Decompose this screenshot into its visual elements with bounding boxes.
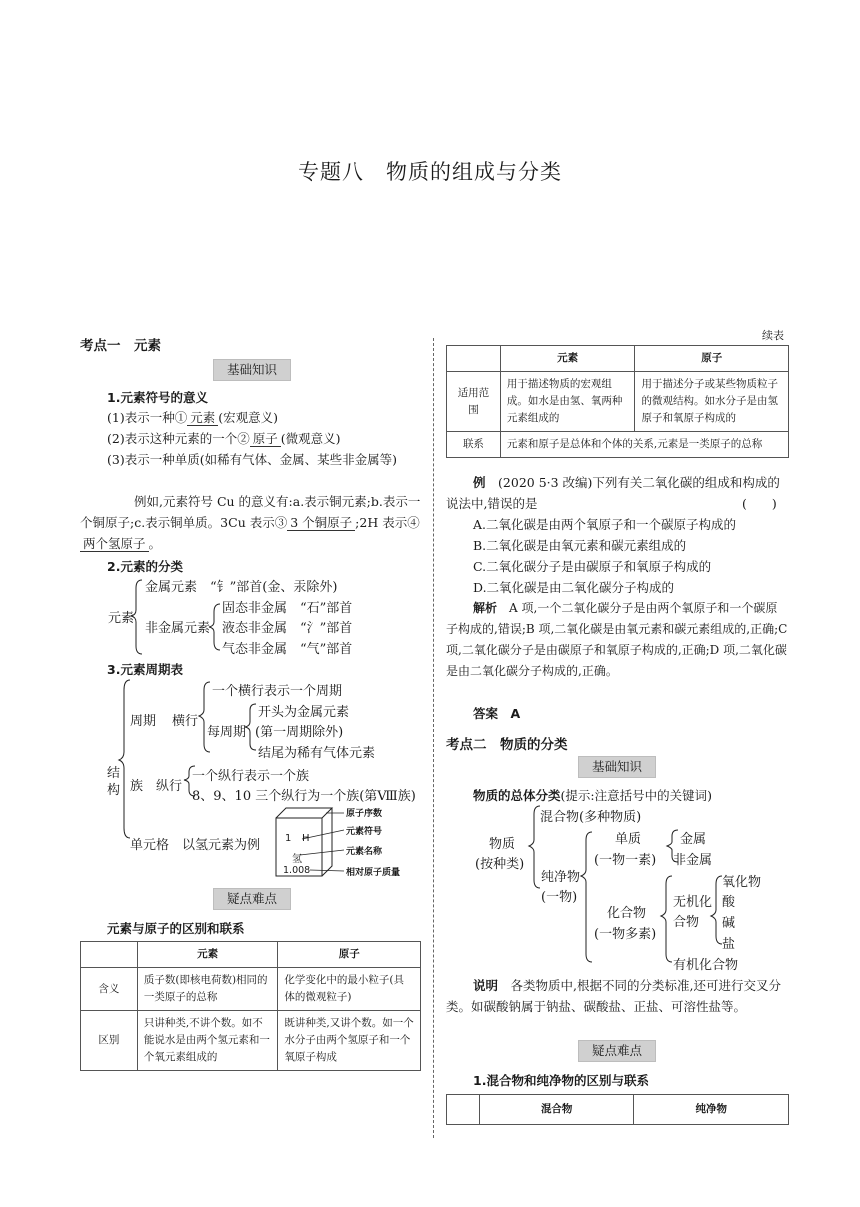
table-header-cell [81, 942, 138, 968]
table-row-label: 适用范围 [447, 372, 501, 432]
pt-end-noble: 结尾为稀有气体元素 [258, 746, 376, 761]
table-cell: 用于描述物质的宏观组成。如水是由氢、氧两种元素组成的 [500, 372, 635, 432]
class-solid-nonmetal: 固态非金属 “石”部首 [222, 601, 353, 616]
table-row-label: 联系 [447, 432, 501, 458]
label-atomic-number: 原子序数 [346, 809, 383, 819]
meaning-line-3: (3)表示一种单质(如稀有气体、金属、某些非金属等) [107, 452, 397, 467]
example-label: 例 [473, 475, 486, 490]
class-metal: 金属元素 “钅”部首(金、汞除外) [145, 580, 338, 595]
label-element-name: 元素名称 [346, 847, 383, 857]
table-header-cell: 原子 [635, 346, 789, 372]
class-root-element: 元素 [108, 611, 135, 626]
subheading-symbol-meaning: 1.元素符号的意义 [107, 390, 208, 405]
table-header-cell: 元素 [500, 346, 635, 372]
label-atomic-mass: 相对原子质量 [346, 868, 401, 878]
answer-blank-4: 两个氢原子 [80, 536, 149, 552]
elemental-substance: 单质 [615, 832, 642, 847]
metal: 金属 [680, 832, 707, 847]
section-heading-classification: 考点二 物质的分类 [446, 737, 568, 753]
table-row [81, 968, 421, 1011]
subheading-periodic-table: 3.元素周期表 [107, 662, 183, 677]
element-atom-table-continued [446, 345, 789, 458]
pure-substance-note: (一物) [541, 890, 578, 905]
matter-root-note: (按种类) [475, 857, 525, 872]
classification-heading: 物质的总体分类(提示:注意括号中的关键词) [473, 788, 712, 803]
answer-paren: ( ) [742, 496, 777, 511]
compound-note: (一物多素) [594, 927, 657, 942]
matter-root: 物质 [489, 837, 516, 852]
table-header-row [447, 346, 789, 372]
option-a: A.二氧化碳是由两个氧原子和一个碳原子构成的 [473, 517, 737, 532]
table-header-cell: 原子 [278, 942, 421, 968]
option-b: B.二氧化碳是由氧元素和碳元素组成的 [473, 538, 687, 553]
table-row [81, 1011, 421, 1071]
table-header-row [447, 1095, 789, 1125]
cell-symbol: H [302, 833, 310, 844]
base: 碱 [722, 916, 736, 931]
table-header-cell [447, 346, 501, 372]
table-cell: 质子数(即核电荷数)相同的一类原子的总称 [137, 968, 278, 1011]
salt: 盐 [722, 937, 736, 952]
pt-start-metal: 开头为金属元素 [258, 705, 350, 720]
analysis: 解析 A 项,一个二氧化碳分子是由两个氧原子和一个碳原子构成的,错误;B 项,二氧化碳是由氧元素和碳元素组成的,正确;C 项,二氧化碳分子是由碳原子和氧原子构成的,正确;D 项,二氧化碳是由二氧化碳分子构成的,正确。 [446, 601, 788, 678]
cell-name: 氢 [292, 854, 302, 865]
pt-group: 族 [130, 779, 144, 794]
hard-points-badge-2: 疑点难点 [578, 1040, 656, 1062]
organic-compound: 有机化合物 [673, 958, 739, 973]
note-label: 说明 [473, 978, 499, 993]
page-title: 专题八 物质的组成与分类 [298, 160, 562, 184]
class-liquid-nonmetal: 液态非金属 “氵”部首 [222, 621, 353, 636]
table-cell: 化学变化中的最小粒子(具体的微观粒子) [278, 968, 421, 1011]
table-row [447, 372, 789, 432]
section-heading-elements: 考点一 元素 [80, 338, 161, 354]
subheading-element-vs-atom: 元素与原子的区别和联系 [107, 921, 245, 936]
subheading-mixture-vs-pure: 1.混合物和纯净物的区别与联系 [473, 1073, 649, 1088]
label-element-symbol: 元素符号 [346, 827, 383, 837]
hard-points-badge: 疑点难点 [213, 888, 291, 910]
basic-knowledge-badge: 基础知识 [213, 359, 291, 381]
table-header-cell: 混合物 [479, 1095, 634, 1125]
pure-substance: 纯净物 [541, 870, 581, 885]
meaning-line-1: (1)表示一种① 元素 (宏观意义) [107, 410, 278, 425]
pt-each-period: 每周期 [207, 725, 247, 740]
table-row [447, 432, 789, 458]
answer-blank-2: 原子 [250, 431, 281, 447]
column-divider [433, 338, 434, 1138]
table-cell: 只讲种类,不讲个数。如不能说水是由两个氢元素和一个氧元素组成的 [137, 1011, 278, 1071]
nonmetal: 非金属 [673, 853, 713, 868]
acid: 酸 [722, 895, 736, 910]
element-atom-table [80, 941, 421, 1071]
cell-atomic-number: 1 [285, 833, 292, 844]
pt-except-first: (第一周期除外) [255, 725, 344, 740]
example-cu: 例如,元素符号 Cu 的意义有:a.表示铜元素;b.表示一个铜原子;c.表示铜单质。3Cu 表示③ 3 个铜原子 ;2H 表示④两个氢原子 。 [80, 494, 421, 551]
inorganic-compound-2: 合物 [673, 915, 700, 930]
analysis-label: 解析 [473, 601, 498, 615]
compound: 化合物 [607, 906, 647, 921]
class-gas-nonmetal: 气态非金属 “气”部首 [222, 642, 353, 657]
answer-line: 答案 A [473, 706, 521, 721]
table-header-cell: 元素 [137, 942, 278, 968]
pt-period: 周期 [130, 714, 157, 729]
answer-value: A [510, 706, 521, 721]
pt-column: 纵行 [156, 779, 183, 794]
option-d: D.二氧化碳是由二氧化碳分子构成的 [473, 580, 675, 595]
pt-col-desc: 一个纵行表示一个族 [192, 769, 310, 784]
mixture-pure-table [446, 1094, 789, 1125]
pt-structure-label: 结构 [107, 766, 121, 798]
note-paragraph: 说明 各类物质中,根据不同的分类标准,还可进行交叉分类。如碳酸钠属于钠盐、碳酸盐、正盐、可溶性盐等。 [446, 978, 781, 1014]
pt-cell-example: 单元格 以氢元素为例 [130, 838, 261, 853]
table-header-cell: 纯净物 [634, 1095, 789, 1125]
basic-knowledge-badge-2: 基础知识 [578, 756, 656, 778]
table-header-row [81, 942, 421, 968]
elemental-note: (一物一素) [594, 853, 657, 868]
option-c: C.二氧化碳分子是由碳原子和氧原子构成的 [473, 559, 712, 574]
table-cell: 元素和原子是总体和个体的关系,元素是一类原子的总称 [500, 432, 788, 458]
answer-blank-1: 元素 [187, 410, 218, 426]
answer-blank-3: 3 个铜原子 [287, 515, 355, 531]
subheading-classification: 2.元素的分类 [107, 559, 183, 574]
table-cell: 既讲种类,又讲个数。如一个水分子由两个氢原子和一个氧原子构成 [278, 1011, 421, 1071]
table-header-cell [447, 1095, 480, 1125]
pt-group8: 8、9、10 三个纵行为一个族(第Ⅷ族) [192, 789, 416, 804]
oxide: 氧化物 [722, 875, 762, 890]
continued-table-label: 续表 [762, 329, 784, 342]
inorganic-compound: 无机化 [673, 895, 713, 910]
table-cell: 用于描述分子或某些物质粒子的微观结构。如水分子是由氢原子和氧原子构成的 [635, 372, 789, 432]
cell-mass: 1.008 [283, 865, 311, 876]
pt-row-desc: 一个横行表示一个周期 [212, 684, 343, 699]
example-question: 例 (2020 5·3 改编)下列有关二氧化碳的组成和构成的说法中,错误的是 [446, 475, 780, 511]
pt-row: 横行 [172, 714, 199, 729]
table-row-label: 区别 [81, 1011, 138, 1071]
table-row-label: 含义 [81, 968, 138, 1011]
meaning-line-2: (2)表示这种元素的一个② 原子 (微观意义) [107, 431, 341, 446]
mixture: 混合物(多种物质) [540, 810, 642, 825]
class-nonmetal: 非金属元素 [145, 621, 211, 636]
